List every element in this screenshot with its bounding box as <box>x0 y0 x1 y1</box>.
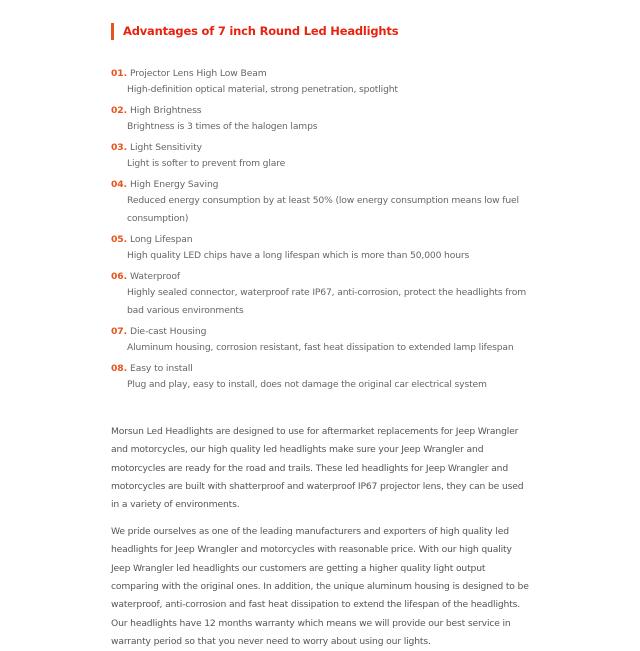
advantage-title-text: Projector Lens High Low Beam <box>129 68 267 79</box>
advantage-item <box>111 233 531 265</box>
company-paragraph: We pride ourselves as one of the leading manufacturers and exporters of high quality led headlights for Jeep Wrangler and motorcycles with reasonable price. With our high quality Jeep Wrangler led headlights our customers are getting a higher quality light output comparing with the original ones. In addition, the unique aluminum housing is designed to be waterproof, anti-corrosion and fast heat dissipation to extend the lifespan of the headlights. Our headlights have 12 months warranty which means we will provide our best service in warranty period so that you never need to worry about using our lights. <box>111 526 529 647</box>
advantage-number: 06. <box>111 271 127 282</box>
advantage-item <box>111 141 531 173</box>
advantage-title <box>111 233 531 247</box>
advantage-item <box>111 178 531 228</box>
advantage-number: 07. <box>111 326 127 337</box>
advantage-number: 01. <box>111 68 127 79</box>
section-heading <box>111 22 398 40</box>
advantage-title <box>111 270 531 284</box>
advantage-title <box>111 325 531 339</box>
advantage-item <box>111 104 531 136</box>
advantage-title <box>111 67 531 81</box>
advantage-description: Light is softer to prevent from glare <box>127 158 286 169</box>
advantage-title-text: Waterproof <box>129 271 181 282</box>
advantage-number: 04. <box>111 179 127 190</box>
advantage-item <box>111 270 531 320</box>
advantage-item <box>111 325 531 357</box>
advantage-number: 03. <box>111 142 127 153</box>
advantage-item <box>111 362 531 394</box>
advantage-item <box>111 67 531 99</box>
advantage-number: 08. <box>111 363 127 374</box>
heading-title: Advantages of 7 inch Round Led Headlights <box>123 24 399 38</box>
advantage-description: Reduced energy consumption by at least 50% (low energy consumption means low fuel consumption) <box>127 195 519 224</box>
advantage-title <box>111 104 531 118</box>
advantage-title <box>111 141 531 155</box>
advantage-description: High quality LED chips have a long lifespan which is more than 50,000 hours <box>127 250 470 261</box>
advantage-title-text: High Energy Saving <box>129 179 219 190</box>
advantage-description: Highly sealed connector, waterproof rate IP67, anti-corrosion, protect the headlights from bad various environments <box>127 287 527 316</box>
advantage-number: 05. <box>111 234 127 245</box>
advantage-title-text: Long Lifespan <box>129 234 193 245</box>
advantage-title-text: Light Sensitivity <box>129 142 202 153</box>
advantage-title <box>111 178 531 192</box>
advantage-description: Aluminum housing, corrosion resistant, fast heat dissipation to extended lamp lifespan <box>127 342 514 353</box>
advantages-list <box>111 67 531 399</box>
advantage-title-text: High Brightness <box>129 105 202 116</box>
advantage-description: High-definition optical material, strong penetration, spotlight <box>127 84 398 95</box>
advantage-description: Plug and play, easy to install, does not damage the original car electrical system <box>127 379 487 390</box>
heading-accent-bar <box>111 23 114 40</box>
intro-paragraph: Morsun Led Headlights are designed to use for aftermarket replacements for Jeep Wrangler and motorcycles, our high quality led headlights make sure your Jeep Wrangler and motorcycles are ready for the road and trails. These led headlights for Jeep Wrangler and motorcycles are built with shatterproof and waterproof IP67 projector lens, they can be used in a variety of environments. <box>111 426 524 511</box>
advantage-number: 02. <box>111 105 127 116</box>
advantage-title <box>111 362 531 376</box>
advantage-title-text: Die-cast Housing <box>129 326 207 337</box>
advantage-description: Brightness is 3 times of the halogen lamps <box>127 121 318 132</box>
advantage-title-text: Easy to install <box>129 363 193 374</box>
